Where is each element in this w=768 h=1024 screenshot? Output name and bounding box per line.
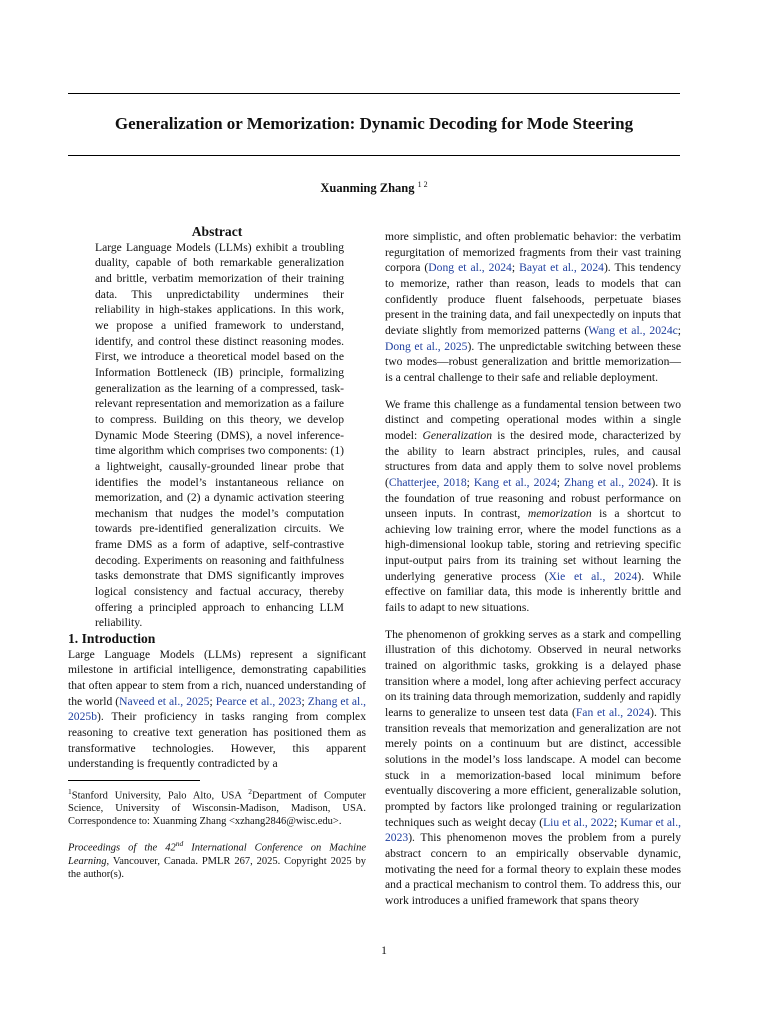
left-column [68, 224, 366, 881]
title-rule-top [68, 93, 680, 94]
page-number: 1 [381, 944, 387, 957]
citation-link[interactable]: Kang et al., 2024 [473, 475, 557, 489]
section-heading-introduction: 1. Introduction [68, 631, 156, 647]
citation-link[interactable]: Kumar et al., 2023 [385, 815, 681, 845]
paper-title: Generalization or Memorization: Dynamic Decoding for Mode Steering [114, 114, 634, 133]
author-name: Xuanming Zhang [320, 181, 415, 196]
citation-link[interactable]: Zhang et al., 2025b [68, 694, 367, 724]
right-paragraph-1: more simplistic, and often problematic behavior: the verbatim regurgitation of memorized fragments from their vast training corpora (Dong et al., 2024; Bayat et al., 2024). This tendency to memorize, rather than reason, leads to models that can confidently produce fluent falsehoods, perpetuate biases present in the training data, and fail unexpectedly on inputs that deviate slightly from memorized patterns (Wang et al., 2024c; Dong et al., 2025). The unpredictable switching between these two modes—robust generalization and brittle memorization—is a central challenge to their safe and reliable deployment. [385, 230, 681, 384]
author-line [68, 180, 680, 196]
citation-link[interactable]: Pearce et al., 2023 [215, 694, 302, 708]
citation-link[interactable]: Xie et al., 2024 [548, 569, 638, 583]
citation-link[interactable]: Bayat et al., 2024 [519, 261, 604, 275]
abstract-heading: Abstract [191, 224, 243, 239]
proceedings-note: Proceedings of the 42nd International Conference on Machine Learning, Vancouver, Canada. PMLR 267, 2025. Copyright 2025 by the author(s). [68, 839, 367, 880]
right-paragraph-3: The phenomenon of grokking serves as a stark and compelling illustration of this dichotomy. Observed in neural networks trained on algorithmic tasks, grokking is a delayed phase transition where a model, long after achieving perfect accuracy on its training data through memorization, suddenly and rapidly learns to generalize to unseen test data (Fan et al., 2024). This transition reveals that memorization and generalization are not merely points on a continuum but are distinct, accessible solutions in the model’s loss landscape. A model can become stuck in a memorization-based local minimum before eventually discovering a more efficient, generalizable solution, prompted by factors like prolonged training or regularization techniques such as weight decay (Liu et al., 2022; Kumar et al., 2023). This phenomenon moves the problem from a purely abstract concern to an empirically observable dynamic, motivating the need for a formal theory to explain these modes and a practical mechanism to control them. To address this, our work introduces a unified framework that spans theory [385, 627, 681, 907]
author-affiliation-marks: 1 2 [417, 180, 428, 189]
citation-link[interactable]: Liu et al., 2022 [543, 815, 614, 829]
citation-link[interactable]: Dong et al., 2024 [428, 261, 512, 275]
citation-link[interactable]: Wang et al., 2024c [588, 323, 678, 337]
footnote-divider [68, 780, 200, 781]
citation-link[interactable]: Chatterjee, 2018 [388, 475, 467, 489]
intro-paragraph-1: Large Language Models (LLMs) represent a significant milestone in artificial intelligence, demonstrating capabilities that often appear to stem from a rich, nuanced understanding of the world (Naveed et al., 2025; Pearce et al., 2023; Zhang et al., 2025b). Their proficiency in tasks ranging from complex reasoning to creative text generation has positioned them as transformative technologies. However, this apparent understanding is frequently contradicted by a [68, 647, 367, 771]
right-column [385, 229, 681, 909]
citation-link[interactable]: Fan et al., 2024 [575, 706, 651, 720]
citation-link[interactable]: Naveed et al., 2025 [119, 694, 210, 708]
citation-link[interactable]: Dong et al., 2025 [385, 339, 468, 353]
abstract-text: Large Language Models (LLMs) exhibit a troubling duality, capable of both remarkable generalization and brittle, verbatim memorization of their training data. This unpredictability undermines their reliability in high-stakes applications. In this work, we propose a unified framework to understand, identify, and control these distinct reasoning modes. First, we introduce a theoretical model based on the Information Bottleneck (IB) principle, formalizing generalization as the learning of a compressed, task-relevant representation and memorization as a failure to compress. Building on this theory, we develop Dynamic Mode Steering (DMS), a novel inference-time algorithm which comprises two components: (1) a lightweight, causally-grounded linear probe that identifies the model’s instantaneous reliance on memorization, and (2) a dynamic activation steering mechanism that nudges the model’s computation towards pre-identified generalization circuits. We frame DMS as a form of adaptive, self-contrastive decoding. Experiments on reasoning and faithfulness tasks demonstrate that DMS significantly improves logical consistency and factual accuracy, thereby offering a principled approach to enhancing LLM reliability. [95, 240, 344, 630]
citation-link[interactable]: Zhang et al., 2024 [564, 475, 652, 489]
title-rule-bottom [68, 155, 680, 156]
affiliation-footnote: $^1$Stanford University, Palo Alto, USA $^2$Department of Computer Science, University of Wisconsin-Madison, Madison, USA. Correspondence to: Xuanming Zhang <xzhang2846@wisc.edu>. [68, 786, 366, 828]
right-paragraph-2: We frame this challenge as a fundamental tension between two distinct and competing operational modes within a single model: Generalization is the desired mode, characterized by the ability to learn abstract principles, rules, and causal structures from data and apply them to solve novel problems (Chatterjee, 2018; Kang et al., 2024; Zhang et al., 2024). It is the foundation of true reasoning and robust performance on unseen inputs. In contrast, memorization is a shortcut to achieving low training error, where the model functions as a high-dimensional lookup table, storing and retrieving specific input-output pairs from its training set without learning the underlying generative process (Xie et al., 2024). While effective on familiar data, this mode is inherently brittle and fails to adapt to new situations. [385, 397, 682, 615]
